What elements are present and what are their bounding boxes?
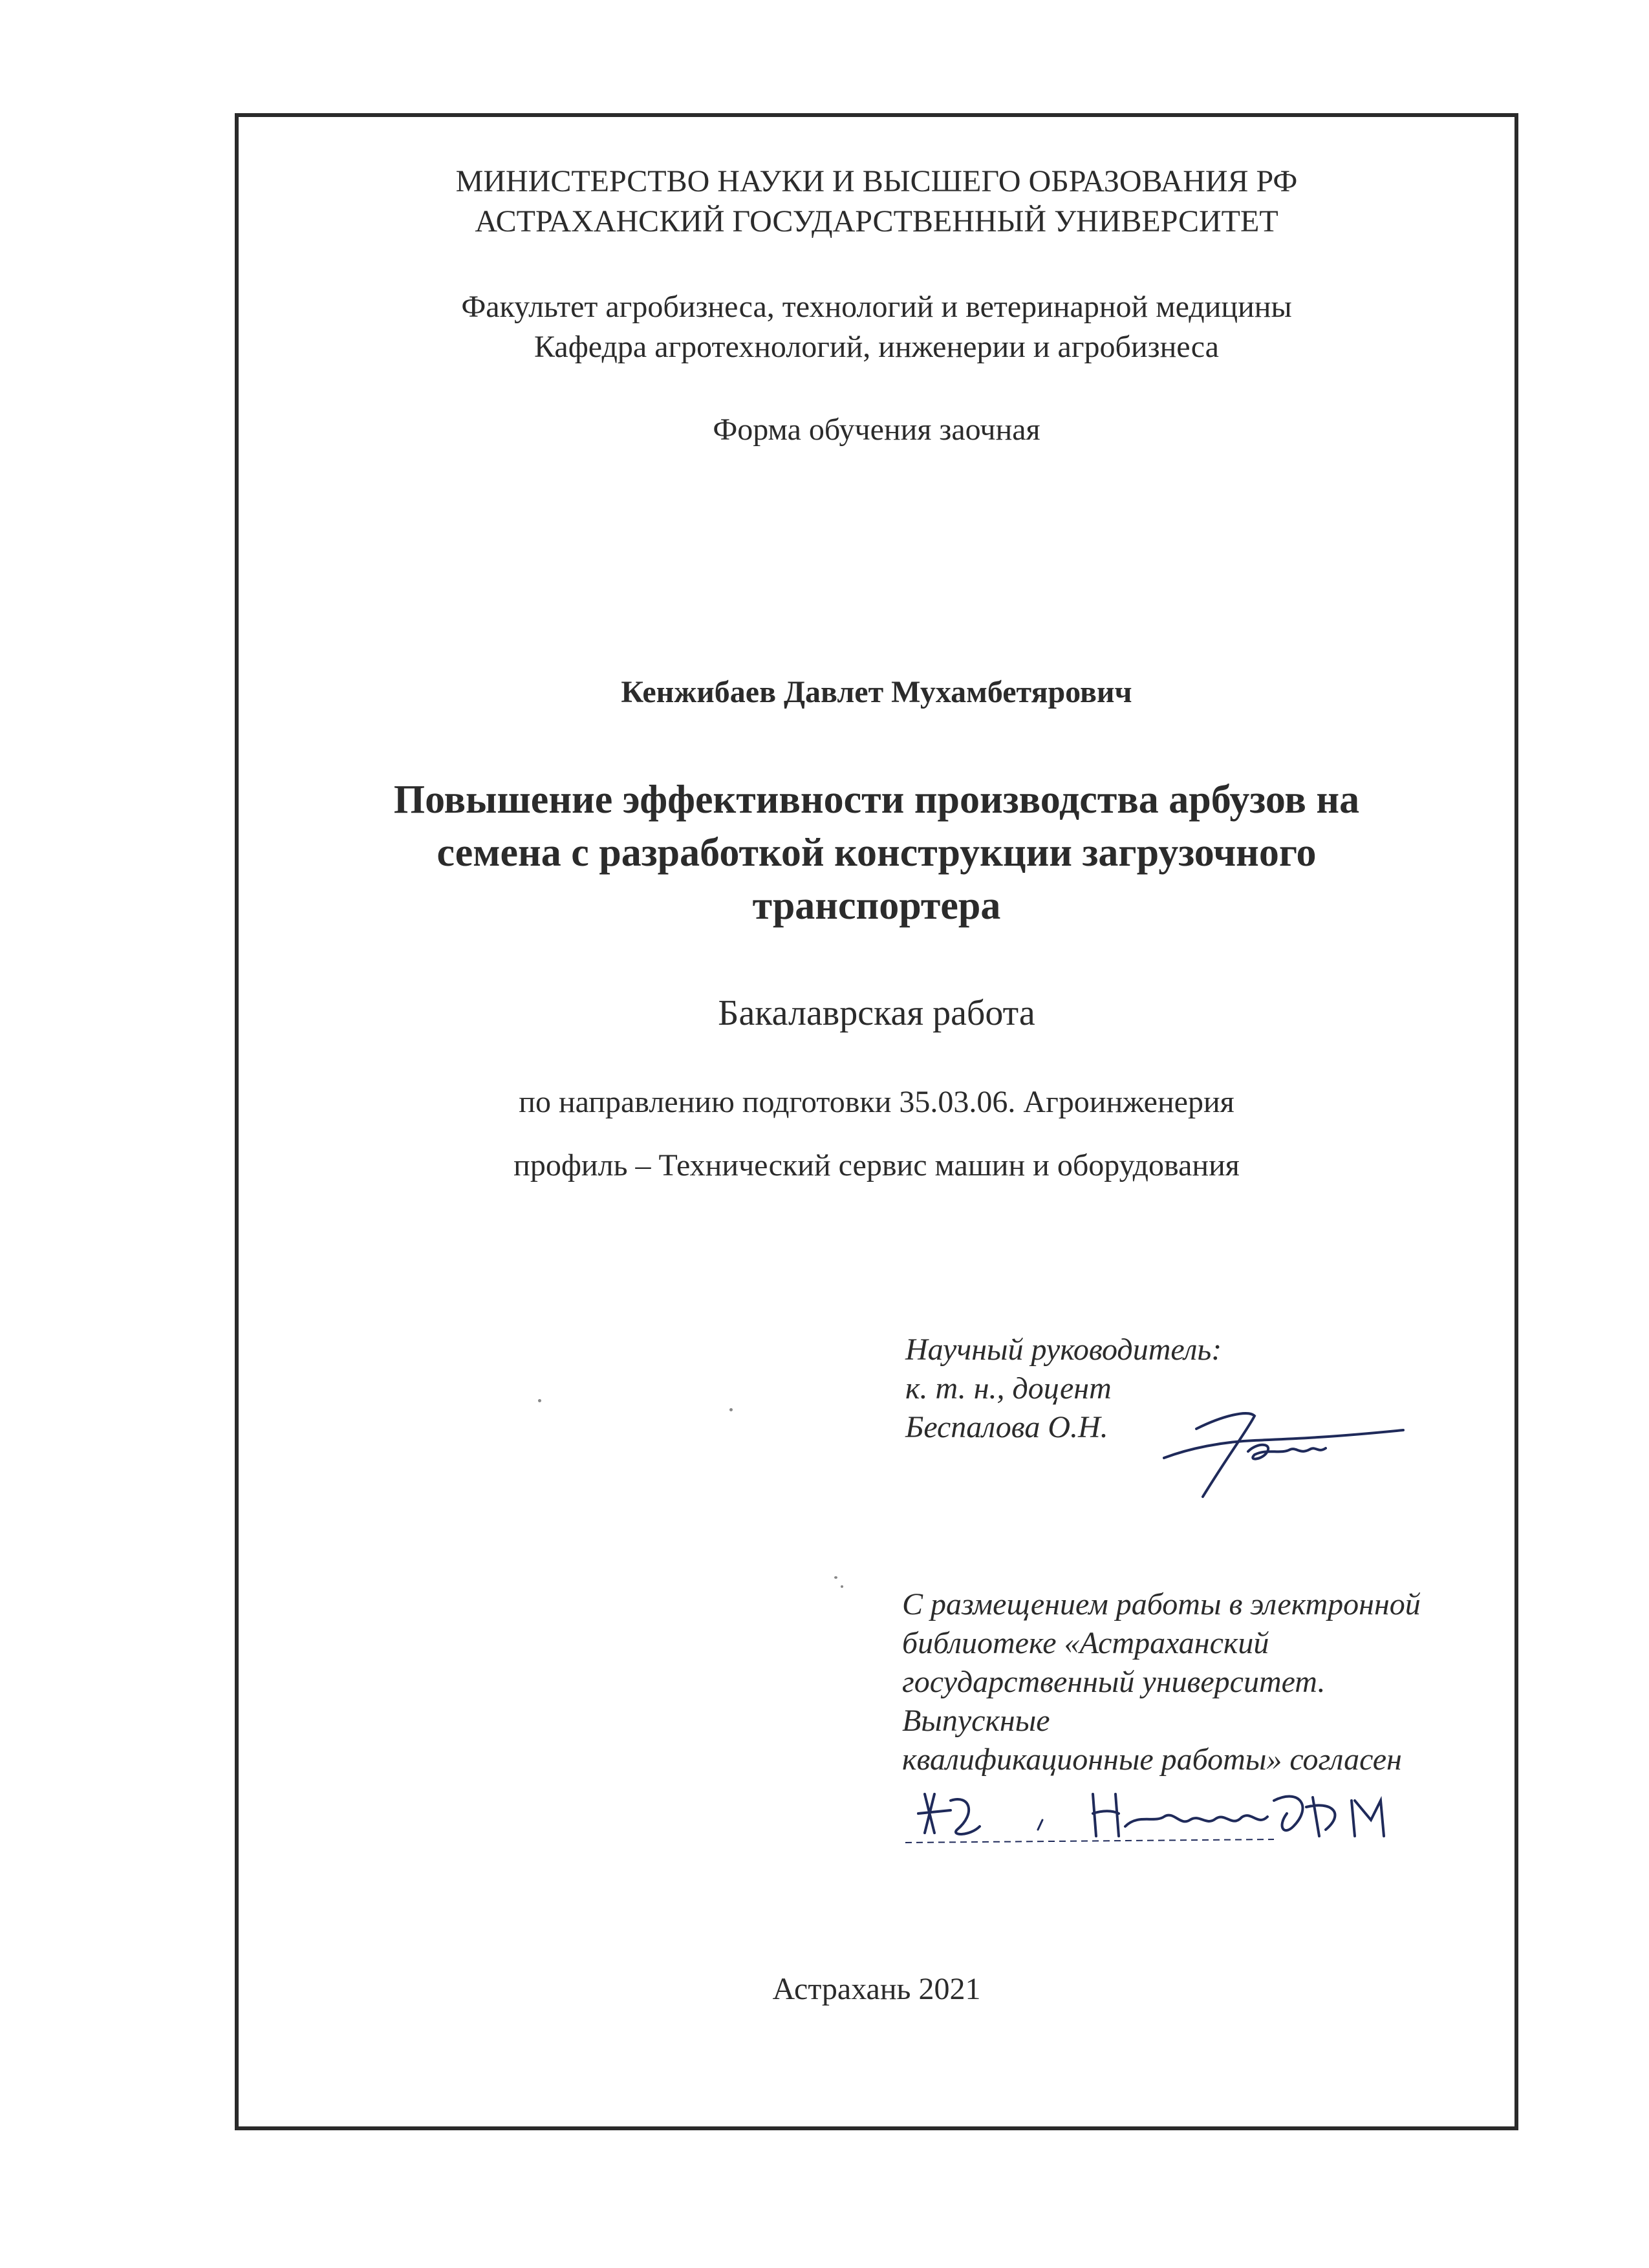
city-year: Астрахань 2021 — [772, 1972, 981, 2006]
faculty-line: Факультет агробизнеса, технологий и ветеринарной медицины — [461, 290, 1292, 324]
direction-line: по направлению подготовки 35.03.06. Агроинженерия — [519, 1085, 1234, 1119]
work-type: Бакалаврская работа — [718, 993, 1035, 1033]
study-form-line: Форма обучения заочная — [713, 412, 1040, 447]
consent-line-3: государственный университет. — [902, 1665, 1326, 1699]
department-line: Кафедра агротехнологий, инженерии и агробизнеса — [534, 330, 1219, 364]
supervisor-name: Беспалова О.Н. — [905, 1410, 1108, 1444]
scan-speck — [834, 1576, 837, 1579]
thesis-title — [235, 773, 1518, 932]
thesis-title-line-3: транспортера — [752, 884, 1001, 928]
ministry-line: МИНИСТЕРСТВО НАУКИ И ВЫСШЕГО ОБРАЗОВАНИЯ РФ — [455, 164, 1298, 198]
supervisor-label: Научный руководитель: — [905, 1332, 1222, 1367]
consent-line-1: С размещением работы в электронной — [902, 1587, 1421, 1621]
supervisor-signature — [1151, 1403, 1410, 1506]
author-signature — [899, 1775, 1416, 1859]
profile-line: профиль – Технический сервис машин и оборудования — [513, 1148, 1240, 1182]
scan-speck — [538, 1399, 541, 1402]
supervisor-degree: к. т. н., доцент — [905, 1371, 1112, 1406]
author-name: Кенжибаев Давлет Мухамбетярович — [621, 675, 1132, 709]
consent-line-5: квалификационные работы» согласен — [902, 1742, 1402, 1777]
consent-block — [902, 1585, 1421, 1779]
scan-speck — [729, 1408, 733, 1411]
university-line: АСТРАХАНСКИЙ ГОСУДАРСТВЕННЫЙ УНИВЕРСИТЕТ — [475, 204, 1278, 239]
consent-line-2: библиотеке «Астраханский — [902, 1626, 1269, 1660]
thesis-title-line-1: Повышение эффективности производства арбузов на — [393, 778, 1360, 822]
scan-speck — [841, 1585, 843, 1588]
consent-line-4: Выпускные — [902, 1704, 1050, 1738]
thesis-title-line-2: семена с разработкой конструкции загрузочного — [436, 831, 1317, 875]
